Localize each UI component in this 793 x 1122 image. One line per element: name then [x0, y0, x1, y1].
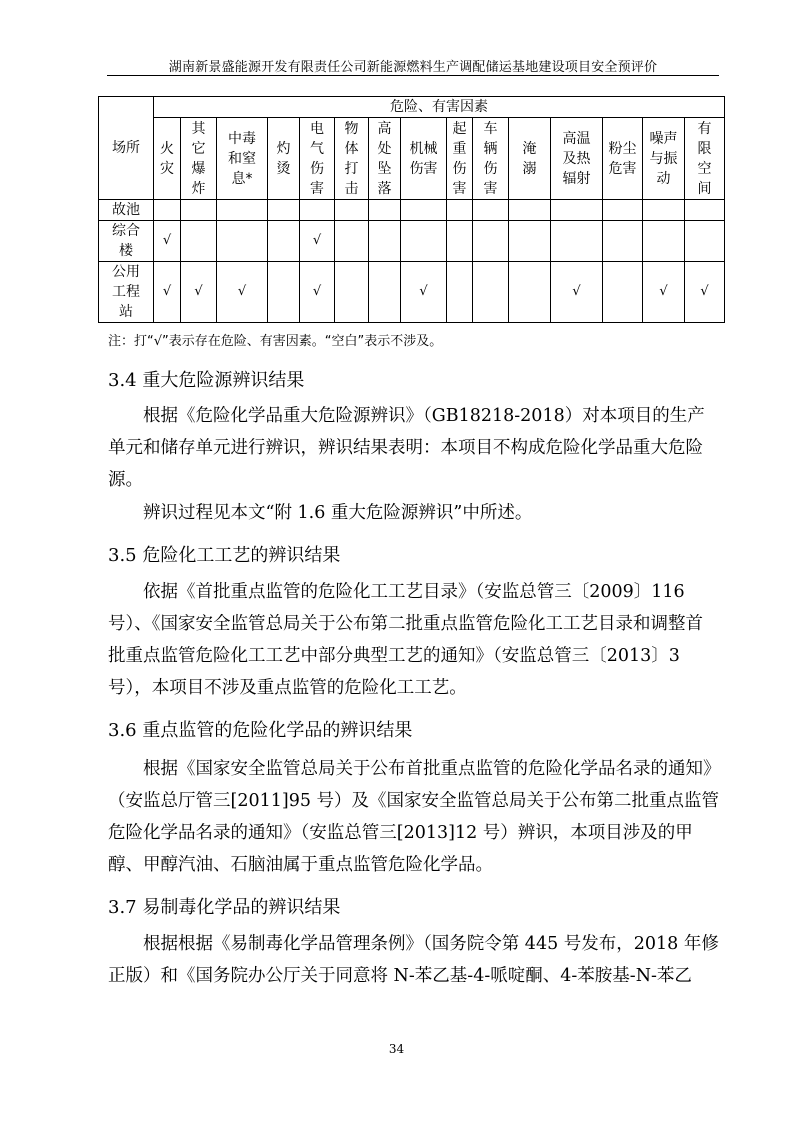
hazard-mark-cell — [300, 200, 335, 221]
hazard-mark-cell — [447, 221, 473, 262]
table-row — [99, 262, 725, 323]
hazard-mark-cell — [217, 221, 268, 262]
hazard-mark-cell — [335, 221, 369, 262]
place-column-header: 场所 — [99, 97, 154, 200]
hazard-table-head — [99, 97, 725, 200]
hazard-factor-label-line: 它 — [191, 140, 206, 157]
hazard-mark-cell — [473, 200, 509, 221]
hazard-factor-label-line: 有 — [697, 120, 712, 137]
hazard-factor-label-line: 其 — [191, 120, 206, 137]
hazard-mark-cell — [154, 200, 181, 221]
section-3-6-paragraph-1: 根据《国家安全监管总局关于公布首批重点监管的危险化学品名录的通知》（安监总厅管三[2011]95 号）及《国家安全监管总局关于公布第二批重点监管危险化学品名录的通知》（安监总管三[2013]12 号）辨识，本项目涉及的甲醇、甲醇汽油、石脑油属于重点监管危险化学品。 — [108, 759, 720, 875]
hazard-mark-cell — [369, 221, 401, 262]
hazard-mark-cell: √ — [551, 262, 603, 323]
hazard-mark-cell — [268, 221, 300, 262]
hazard-factor-label-line: 伤 — [452, 160, 467, 177]
section-3-4-paragraph-1: 根据《危险化学品重大危险源辨识》（GB18218-2018）对本项目的生产单元和储存单元进行辨识，辨识结果表明：本项目不构成危险化学品重大危险源。 — [108, 406, 705, 490]
section-3-4-title: 3.4 重大危险源辨识结果 — [108, 370, 305, 391]
hazard-mark-cell — [181, 221, 217, 262]
hazard-factor-header — [217, 118, 268, 200]
hazard-factor-label-line: 气 — [310, 140, 324, 157]
header-rule — [107, 75, 719, 76]
hazard-factor-label-line: 及热 — [562, 150, 591, 167]
hazard-mark-cell — [268, 262, 300, 323]
place-label-line: 工程 — [112, 284, 140, 300]
hazard-mark-cell — [268, 200, 300, 221]
hazard-factor-label-line: 火 — [160, 140, 174, 157]
place-cell — [99, 200, 154, 221]
hazard-mark-cell — [603, 221, 643, 262]
hazard-factor-label-line: 物 — [344, 120, 359, 137]
place-cell — [99, 221, 154, 262]
hazard-factor-label-line: 限 — [697, 140, 712, 157]
hazard-mark-cell — [369, 200, 401, 221]
hazard-factor-header — [643, 118, 685, 200]
hazard-factor-label-line: 动 — [656, 170, 671, 187]
hazard-mark-cell — [551, 221, 603, 262]
hazard-table — [98, 96, 725, 323]
hazard-factor-label-line: 中毒 — [228, 130, 256, 147]
hazard-mark-cell — [473, 262, 509, 323]
hazard-mark-cell — [447, 262, 473, 323]
hazard-mark-cell — [217, 200, 268, 221]
hazard-factor-label-line: 害 — [310, 180, 324, 197]
hazard-mark-cell: √ — [685, 262, 725, 323]
section-3-7-paragraph-1: 根据根据《易制毒化学品管理条例》（国务院令第 445 号发布，2018 年修正版）和《国务院办公厅关于同意将 N-苯乙基-4-哌啶酮、4-苯胺基-N-苯乙 — [108, 934, 719, 986]
hazard-mark-cell — [473, 221, 509, 262]
hazard-factor-label-line: 灾 — [160, 160, 174, 177]
hazard-mark-cell — [685, 200, 725, 221]
hazard-factor-header — [369, 118, 401, 200]
hazard-mark-cell: √ — [643, 262, 685, 323]
hazard-factor-label-line: 落 — [377, 180, 392, 197]
hazard-mark-cell: √ — [181, 262, 217, 323]
hazard-mark-cell — [685, 221, 725, 262]
hazard-mark-cell: √ — [154, 221, 181, 262]
place-label-line: 综合 — [112, 223, 140, 239]
hazard-factor-label-line: 间 — [697, 180, 712, 197]
hazard-factor-label-line: 辐射 — [562, 170, 591, 187]
table-note: 注：打“√”表示存在危险、有害因素。“空白”表示不涉及。 — [108, 334, 443, 349]
hazard-table-body — [99, 200, 725, 323]
hazard-factor-label-line: 与振 — [649, 150, 678, 167]
hazard-factor-label-line: 危害 — [608, 160, 637, 177]
hazard-factor-header — [509, 118, 551, 200]
hazard-factor-label-line: 噪声 — [649, 130, 678, 147]
page-number: 34 — [388, 1042, 405, 1056]
hazard-mark-cell: √ — [217, 262, 268, 323]
hazard-factor-label-line: 炸 — [191, 180, 206, 197]
hazard-factor-label-line: 粉尘 — [608, 140, 637, 157]
place-label-line: 站 — [119, 304, 133, 320]
hazard-factor-label-line: 打 — [344, 160, 359, 177]
hazard-factor-header — [335, 118, 369, 200]
running-header: 湖南新景盛能源开发有限责任公司新能源燃料生产调配储运基地建设项目安全预评价 — [168, 60, 658, 75]
hazard-group-header: 危险、有害因素 — [154, 97, 725, 118]
hazard-factor-label-line: 害 — [452, 180, 467, 197]
section-3-7-title: 3.7 易制毒化学品的辨识结果 — [108, 897, 341, 918]
table-row — [99, 200, 725, 221]
hazard-factor-label-line: 坠 — [377, 160, 392, 177]
hazard-factor-label-line: 灼 — [276, 140, 291, 157]
hazard-mark-cell: √ — [154, 262, 181, 323]
hazard-factor-header — [473, 118, 509, 200]
hazard-factor-header — [551, 118, 603, 200]
hazard-factor-label-line: 伤害 — [409, 160, 438, 177]
section-3-5-title: 3.5 危险化工工艺的辨识结果 — [108, 545, 341, 566]
hazard-mark-cell — [369, 262, 401, 323]
hazard-mark-cell — [447, 200, 473, 221]
hazard-factor-label-line: 害 — [483, 180, 498, 197]
hazard-factor-header — [268, 118, 300, 200]
hazard-factor-header — [603, 118, 643, 200]
hazard-factor-header — [300, 118, 335, 200]
hazard-factor-label-line: 机械 — [409, 140, 438, 157]
hazard-factor-header — [447, 118, 473, 200]
section-3-6-title: 3.6 重点监管的危险化学品的辨识结果 — [108, 720, 413, 741]
place-label-line: 故池 — [112, 202, 140, 218]
hazard-factor-label-line: 息* — [231, 170, 253, 187]
section-3-5-paragraph-1: 依据《首批重点监管的危险化工工艺目录》（安监总管三〔2009〕116 号）、《国家安全监管总局关于公布第二批重点监管危险化工工艺目录和调整首批重点监管危险化工工艺中部分典型工艺的通知》（安监总管三〔2013〕3 号），本项目不涉及重点监管的危险化工工艺。 — [108, 582, 703, 698]
hazard-factor-label-line: 击 — [344, 180, 359, 197]
hazard-factor-label-line: 处 — [377, 140, 392, 157]
hazard-factor-label-line: 高温 — [562, 130, 591, 147]
hazard-factor-header — [181, 118, 217, 200]
hazard-factor-header — [685, 118, 725, 200]
hazard-mark-cell — [603, 200, 643, 221]
table-row — [99, 221, 725, 262]
hazard-mark-cell: √ — [300, 262, 335, 323]
hazard-factor-label-line: 起 — [452, 120, 467, 137]
hazard-mark-cell — [335, 200, 369, 221]
hazard-factor-label-line: 淹 — [522, 140, 537, 157]
hazard-factor-label-line: 伤 — [483, 160, 498, 177]
hazard-factor-label-line: 高 — [377, 120, 392, 137]
hazard-factor-header — [154, 118, 181, 200]
hazard-mark-cell — [603, 262, 643, 323]
hazard-mark-cell — [335, 262, 369, 323]
hazard-mark-cell — [509, 200, 551, 221]
hazard-factor-label-line: 电 — [310, 120, 324, 137]
hazard-mark-cell — [181, 200, 217, 221]
place-label-line: 楼 — [119, 243, 133, 259]
hazard-factor-label-line: 和窒 — [228, 150, 256, 167]
hazard-factor-label-line: 伤 — [310, 160, 324, 177]
place-label-line: 公用 — [112, 264, 140, 280]
hazard-factor-label-line: 烫 — [276, 160, 291, 177]
hazard-factor-label-line: 重 — [452, 140, 467, 157]
hazard-factor-label-line: 溺 — [522, 160, 537, 177]
hazard-mark-cell — [643, 200, 685, 221]
hazard-mark-cell: √ — [300, 221, 335, 262]
hazard-mark-cell: √ — [401, 262, 447, 323]
hazard-mark-cell — [509, 262, 551, 323]
section-3-4-paragraph-2: 辨识过程见本文“附 1.6 重大危险源辨识”中所述。 — [143, 503, 533, 523]
hazard-mark-cell — [551, 200, 603, 221]
hazard-factor-label-line: 体 — [344, 140, 359, 157]
hazard-factor-label-line: 爆 — [191, 160, 206, 177]
hazard-mark-cell — [401, 200, 447, 221]
hazard-mark-cell — [509, 221, 551, 262]
hazard-factor-label-line: 辆 — [483, 140, 498, 157]
hazard-mark-cell — [643, 221, 685, 262]
hazard-factor-label-line: 车 — [483, 120, 498, 137]
hazard-mark-cell — [401, 221, 447, 262]
place-cell — [99, 262, 154, 323]
hazard-factor-header — [401, 118, 447, 200]
hazard-factor-label-line: 空 — [697, 160, 712, 177]
